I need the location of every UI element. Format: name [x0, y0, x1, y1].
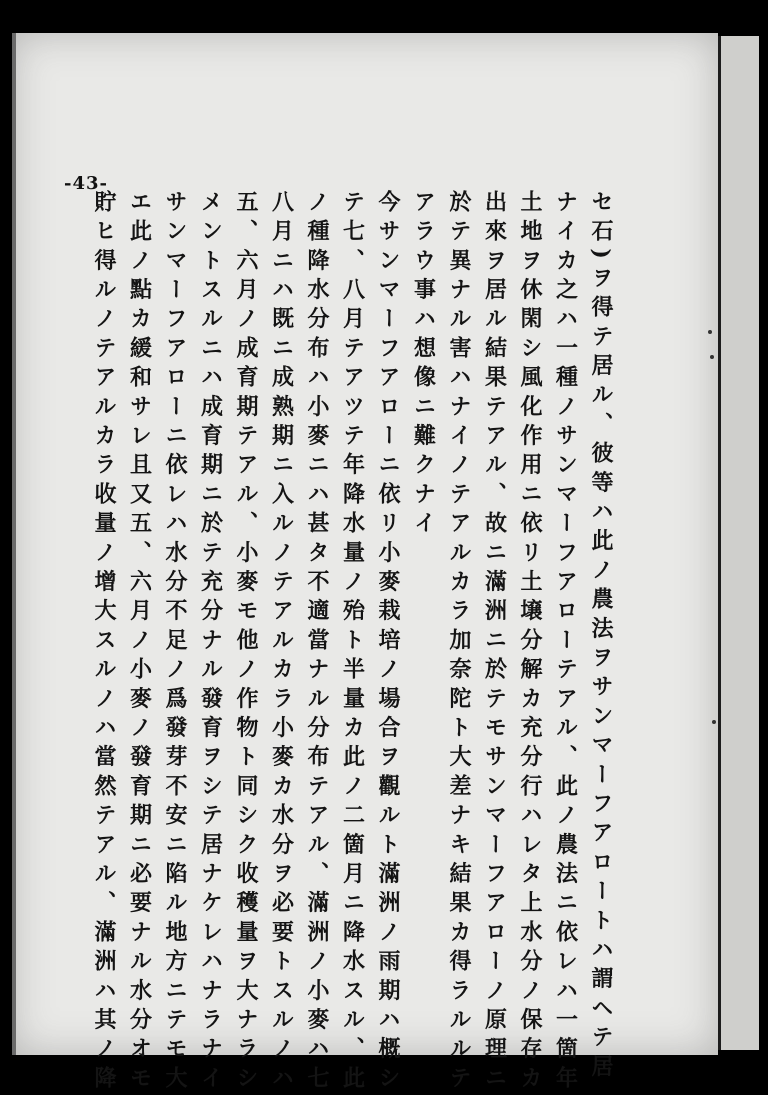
scan-speck [712, 720, 716, 724]
text-column: 於テ異ナル害ハナイノテアルカラ加奈陀ト大差ナキ結果カ得ラルルテ [446, 190, 472, 1095]
text-column: 出來ヲ居ル結果テアル、故ニ滿洲ニ於テモサンマーフアローノ原理ニ [481, 190, 508, 1095]
page-stack-edge [718, 36, 759, 1050]
page-number: -43- [64, 173, 108, 194]
text-column: セ石)ヲ得テ居ル、彼等ハ此ノ農法ヲサンマーフアロートハ謂ヘテ居 [588, 190, 614, 1084]
text-column: テ七、八月テアツテ年降水量ノ殆ト半量カ此ノ二箇月ニ降水スル、此 [339, 190, 366, 1095]
scan-speck [710, 355, 714, 359]
text-column: アラウ事ハ想像ニ難クナイ [410, 190, 437, 541]
page-spine-edge [12, 33, 16, 1055]
text-column: エ此ノ點カ緩和サレ且又五、六月ノ小麥ノ發育期ニ必要ナル水分オモ [126, 190, 153, 1095]
text-column: メントスルニハ成育期ニ於テ充分ナル發育ヲシテ居ナケレハナラナイ [197, 190, 224, 1095]
text-column: ノ種降水分布ハ小麥ニハ甚タ不適當ナル分布テアル、滿洲ノ小麥ハ七 [304, 190, 330, 1095]
text-column: ナイカ之ハ一種ノサンマーフアローテアル、此ノ農法ニ依レハ一箇年 [552, 190, 579, 1095]
text-column: 八月ニハ既ニ成熟期ニ入ルノテアルカラ小麥カ水分ヲ必要トスルノハ [268, 190, 295, 1095]
text-column: 貯ヒ得ルノテアルカラ收量ノ增大スルノハ當然テアル、滿洲ハ其ノ降 [91, 190, 117, 1095]
text-column: 土地ヲ休閑シ風化作用ニ依リ土壌分解カ充分行ハレタ上水分ノ保存カ [517, 190, 543, 1095]
vertical-text-block [86, 190, 619, 1095]
text-column: サンマーフアローニ依レハ水分不足ノ爲發芽不安ニ陷ル地方ニテモ大 [162, 190, 188, 1095]
text-column: 五、六月ノ成育期テアル、小麥モ他ノ作物ト同シク收穫量ヲ大ナラシ [233, 190, 259, 1095]
scan-speck [708, 330, 712, 334]
text-column: 今サンマーフアローニ依リ小麥栽培ノ場合ヲ觀ルト滿洲ノ雨期ハ概シ [375, 190, 401, 1095]
